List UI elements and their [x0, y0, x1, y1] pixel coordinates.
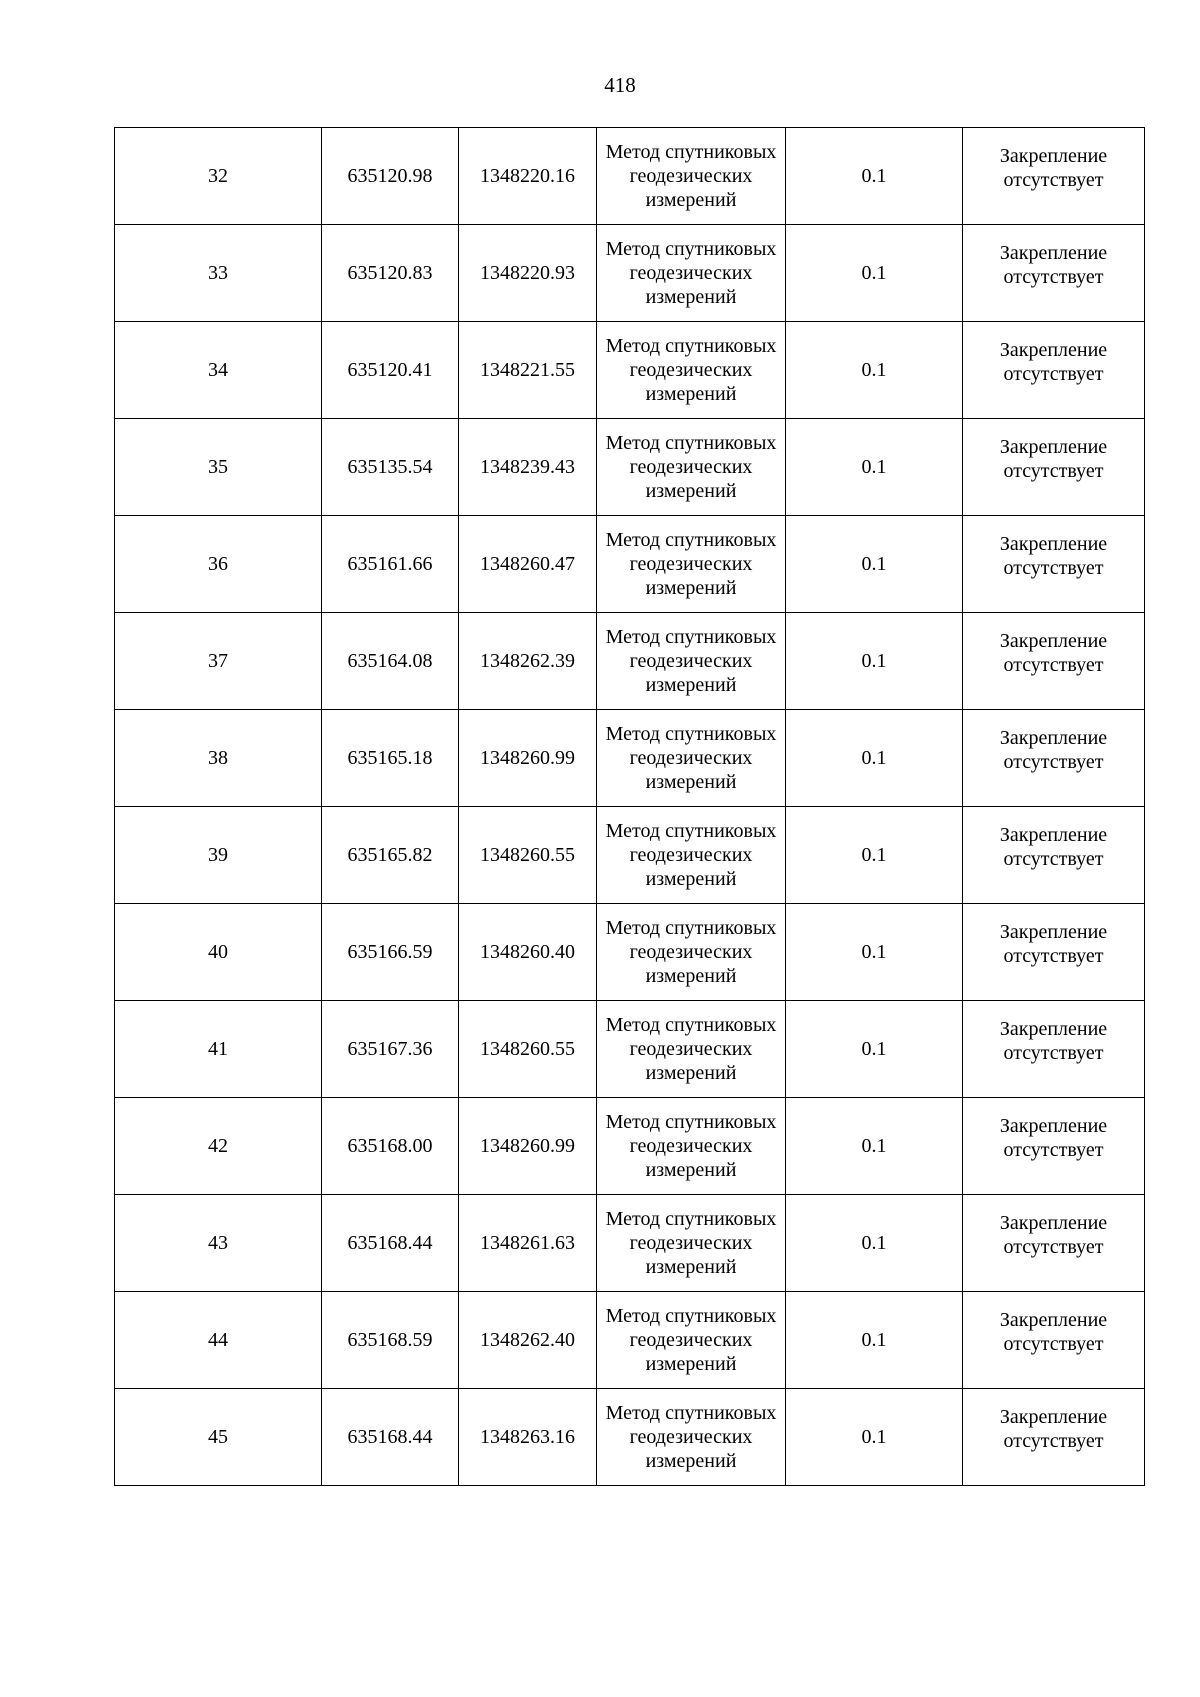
- accuracy-cell: [786, 322, 963, 419]
- method-cell: [597, 1292, 786, 1389]
- method-cell: [597, 225, 786, 322]
- x-coordinate: 635164.08: [347, 650, 433, 672]
- accuracy-cell: [786, 128, 963, 225]
- point-number: 38: [208, 747, 228, 769]
- fixing-text: Закрепление отсутствует: [999, 145, 1108, 191]
- method-cell: [597, 1195, 786, 1292]
- method-cell: [597, 710, 786, 807]
- x-coordinate: 635165.18: [347, 747, 433, 769]
- page-number: 418: [604, 73, 636, 97]
- x-coordinate-cell: [322, 1292, 459, 1389]
- y-coordinate-cell: [459, 613, 597, 710]
- accuracy-cell: [786, 807, 963, 904]
- y-coordinate: 1348260.99: [480, 1135, 575, 1157]
- table-row: [115, 225, 1145, 322]
- x-coordinate-cell: [322, 1195, 459, 1292]
- fixing-cell: [963, 419, 1145, 516]
- y-coordinate: 1348220.93: [480, 262, 575, 284]
- y-coordinate: 1348260.47: [480, 553, 575, 575]
- accuracy-value: 0.1: [861, 1232, 887, 1254]
- fixing-text: Закрепление отсутствует: [999, 727, 1108, 773]
- y-coordinate-cell: [459, 1098, 597, 1195]
- method-cell: [597, 807, 786, 904]
- method-cell: [597, 516, 786, 613]
- method-cell: [597, 1001, 786, 1098]
- y-coordinate-cell: [459, 807, 597, 904]
- fixing-cell: [963, 322, 1145, 419]
- y-coordinate: 1348220.16: [480, 165, 575, 187]
- point-number-cell: [115, 1098, 322, 1195]
- point-number-cell: [115, 1001, 322, 1098]
- method-text: Метод спутниковых геодезических измерений: [605, 529, 777, 599]
- table-row: [115, 1001, 1145, 1098]
- point-number-cell: [115, 904, 322, 1001]
- table-row: [115, 1389, 1145, 1486]
- accuracy-cell: [786, 710, 963, 807]
- accuracy-value: 0.1: [861, 1426, 887, 1448]
- method-text: Метод спутниковых геодезических измерений: [605, 1208, 777, 1278]
- point-number-cell: [115, 1389, 322, 1486]
- point-number: 35: [208, 456, 228, 478]
- fixing-cell: [963, 516, 1145, 613]
- table-row: [115, 1098, 1145, 1195]
- coordinates-table-body: [115, 128, 1145, 1486]
- accuracy-cell: [786, 904, 963, 1001]
- y-coordinate-cell: [459, 1292, 597, 1389]
- point-number-cell: [115, 128, 322, 225]
- y-coordinate-cell: [459, 128, 597, 225]
- y-coordinate-cell: [459, 322, 597, 419]
- accuracy-value: 0.1: [861, 1329, 887, 1351]
- table-row: [115, 1195, 1145, 1292]
- x-coordinate: 635168.00: [347, 1135, 433, 1157]
- point-number: 39: [208, 844, 228, 866]
- x-coordinate-cell: [322, 1389, 459, 1486]
- table-row: [115, 128, 1145, 225]
- fixing-cell: [963, 710, 1145, 807]
- accuracy-value: 0.1: [861, 650, 887, 672]
- table-row: [115, 1292, 1145, 1389]
- y-coordinate: 1348221.55: [480, 359, 575, 381]
- y-coordinate: 1348260.40: [480, 941, 575, 963]
- fixing-text: Закрепление отсутствует: [999, 1018, 1108, 1064]
- method-text: Метод спутниковых геодезических измерений: [605, 238, 777, 308]
- fixing-cell: [963, 904, 1145, 1001]
- accuracy-value: 0.1: [861, 1135, 887, 1157]
- point-number-cell: [115, 322, 322, 419]
- point-number-cell: [115, 516, 322, 613]
- fixing-text: Закрепление отсутствует: [999, 921, 1108, 967]
- method-text: Метод спутниковых геодезических измерений: [605, 432, 777, 502]
- point-number-cell: [115, 1292, 322, 1389]
- point-number: 41: [208, 1038, 228, 1060]
- y-coordinate: 1348261.63: [480, 1232, 575, 1254]
- point-number: 43: [208, 1232, 228, 1254]
- point-number: 36: [208, 553, 228, 575]
- y-coordinate-cell: [459, 1389, 597, 1486]
- fixing-cell: [963, 1195, 1145, 1292]
- y-coordinate-cell: [459, 419, 597, 516]
- accuracy-cell: [786, 1098, 963, 1195]
- method-text: Метод спутниковых геодезических измерений: [605, 1111, 777, 1181]
- coordinates-table: [114, 127, 1145, 1486]
- accuracy-value: 0.1: [861, 262, 887, 284]
- table-row: [115, 904, 1145, 1001]
- table-row: [115, 710, 1145, 807]
- fixing-cell: [963, 1098, 1145, 1195]
- method-text: Метод спутниковых геодезических измерений: [605, 723, 777, 793]
- table-row: [115, 419, 1145, 516]
- y-coordinate: 1348262.40: [480, 1329, 575, 1351]
- point-number: 45: [208, 1426, 228, 1448]
- accuracy-cell: [786, 1001, 963, 1098]
- table-row: [115, 613, 1145, 710]
- x-coordinate-cell: [322, 613, 459, 710]
- x-coordinate: 635120.98: [347, 165, 433, 187]
- x-coordinate-cell: [322, 710, 459, 807]
- table-row: [115, 516, 1145, 613]
- fixing-cell: [963, 1001, 1145, 1098]
- accuracy-cell: [786, 516, 963, 613]
- accuracy-cell: [786, 613, 963, 710]
- accuracy-value: 0.1: [861, 165, 887, 187]
- point-number: 37: [208, 650, 228, 672]
- x-coordinate: 635168.44: [347, 1232, 433, 1254]
- x-coordinate: 635161.66: [347, 553, 433, 575]
- method-text: Метод спутниковых геодезических измерений: [605, 1402, 777, 1472]
- y-coordinate-cell: [459, 904, 597, 1001]
- fixing-cell: [963, 128, 1145, 225]
- x-coordinate-cell: [322, 516, 459, 613]
- x-coordinate: 635166.59: [347, 941, 433, 963]
- point-number: 44: [208, 1329, 228, 1351]
- point-number-cell: [115, 807, 322, 904]
- fixing-cell: [963, 807, 1145, 904]
- fixing-text: Закрепление отсутствует: [999, 824, 1108, 870]
- fixing-text: Закрепление отсутствует: [999, 436, 1108, 482]
- method-cell: [597, 613, 786, 710]
- accuracy-cell: [786, 1195, 963, 1292]
- fixing-text: Закрепление отсутствует: [999, 630, 1108, 676]
- method-cell: [597, 904, 786, 1001]
- accuracy-value: 0.1: [861, 844, 887, 866]
- point-number: 42: [208, 1135, 228, 1157]
- y-coordinate-cell: [459, 225, 597, 322]
- x-coordinate-cell: [322, 322, 459, 419]
- fixing-text: Закрепление отсутствует: [999, 1115, 1108, 1161]
- x-coordinate: 635168.44: [347, 1426, 433, 1448]
- fixing-text: Закрепление отсутствует: [999, 1406, 1108, 1452]
- fixing-text: Закрепление отсутствует: [999, 1212, 1108, 1258]
- table-row: [115, 807, 1145, 904]
- point-number-cell: [115, 1195, 322, 1292]
- x-coordinate: 635168.59: [347, 1329, 433, 1351]
- y-coordinate: 1348260.55: [480, 1038, 575, 1060]
- y-coordinate: 1348263.16: [480, 1426, 575, 1448]
- x-coordinate-cell: [322, 1098, 459, 1195]
- x-coordinate-cell: [322, 807, 459, 904]
- fixing-cell: [963, 225, 1145, 322]
- accuracy-value: 0.1: [861, 941, 887, 963]
- accuracy-cell: [786, 1389, 963, 1486]
- method-cell: [597, 322, 786, 419]
- x-coordinate-cell: [322, 419, 459, 516]
- point-number-cell: [115, 419, 322, 516]
- method-cell: [597, 1098, 786, 1195]
- accuracy-value: 0.1: [861, 359, 887, 381]
- table-row: [115, 322, 1145, 419]
- fixing-text: Закрепление отсутствует: [999, 1309, 1108, 1355]
- fixing-text: Закрепление отсутствует: [999, 242, 1108, 288]
- method-text: Метод спутниковых геодезических измерений: [605, 820, 777, 890]
- fixing-cell: [963, 613, 1145, 710]
- y-coordinate: 1348260.99: [480, 747, 575, 769]
- accuracy-cell: [786, 419, 963, 516]
- point-number: 33: [208, 262, 228, 284]
- method-cell: [597, 419, 786, 516]
- y-coordinate-cell: [459, 1195, 597, 1292]
- accuracy-cell: [786, 225, 963, 322]
- method-text: Метод спутниковых геодезических измерений: [605, 626, 777, 696]
- method-cell: [597, 128, 786, 225]
- point-number: 34: [208, 359, 228, 381]
- accuracy-value: 0.1: [861, 1038, 887, 1060]
- x-coordinate-cell: [322, 904, 459, 1001]
- method-text: Метод спутниковых геодезических измерений: [605, 335, 777, 405]
- method-text: Метод спутниковых геодезических измерений: [605, 917, 777, 987]
- method-text: Метод спутниковых геодезических измерений: [605, 1305, 777, 1375]
- accuracy-cell: [786, 1292, 963, 1389]
- accuracy-value: 0.1: [861, 747, 887, 769]
- x-coordinate-cell: [322, 1001, 459, 1098]
- y-coordinate-cell: [459, 710, 597, 807]
- y-coordinate-cell: [459, 516, 597, 613]
- point-number-cell: [115, 710, 322, 807]
- accuracy-value: 0.1: [861, 456, 887, 478]
- method-text: Метод спутниковых геодезических измерений: [605, 141, 777, 211]
- y-coordinate: 1348262.39: [480, 650, 575, 672]
- fixing-text: Закрепление отсутствует: [999, 533, 1108, 579]
- fixing-text: Закрепление отсутствует: [999, 339, 1108, 385]
- point-number: 32: [208, 165, 228, 187]
- x-coordinate: 635165.82: [347, 844, 433, 866]
- y-coordinate-cell: [459, 1001, 597, 1098]
- x-coordinate: 635120.83: [347, 262, 433, 284]
- point-number: 40: [208, 941, 228, 963]
- x-coordinate-cell: [322, 128, 459, 225]
- y-coordinate: 1348260.55: [480, 844, 575, 866]
- accuracy-value: 0.1: [861, 553, 887, 575]
- fixing-cell: [963, 1292, 1145, 1389]
- x-coordinate: 635167.36: [347, 1038, 433, 1060]
- y-coordinate: 1348239.43: [480, 456, 575, 478]
- method-text: Метод спутниковых геодезических измерений: [605, 1014, 777, 1084]
- fixing-cell: [963, 1389, 1145, 1486]
- x-coordinate: 635135.54: [347, 456, 433, 478]
- method-cell: [597, 1389, 786, 1486]
- x-coordinate: 635120.41: [347, 359, 433, 381]
- point-number-cell: [115, 225, 322, 322]
- point-number-cell: [115, 613, 322, 710]
- x-coordinate-cell: [322, 225, 459, 322]
